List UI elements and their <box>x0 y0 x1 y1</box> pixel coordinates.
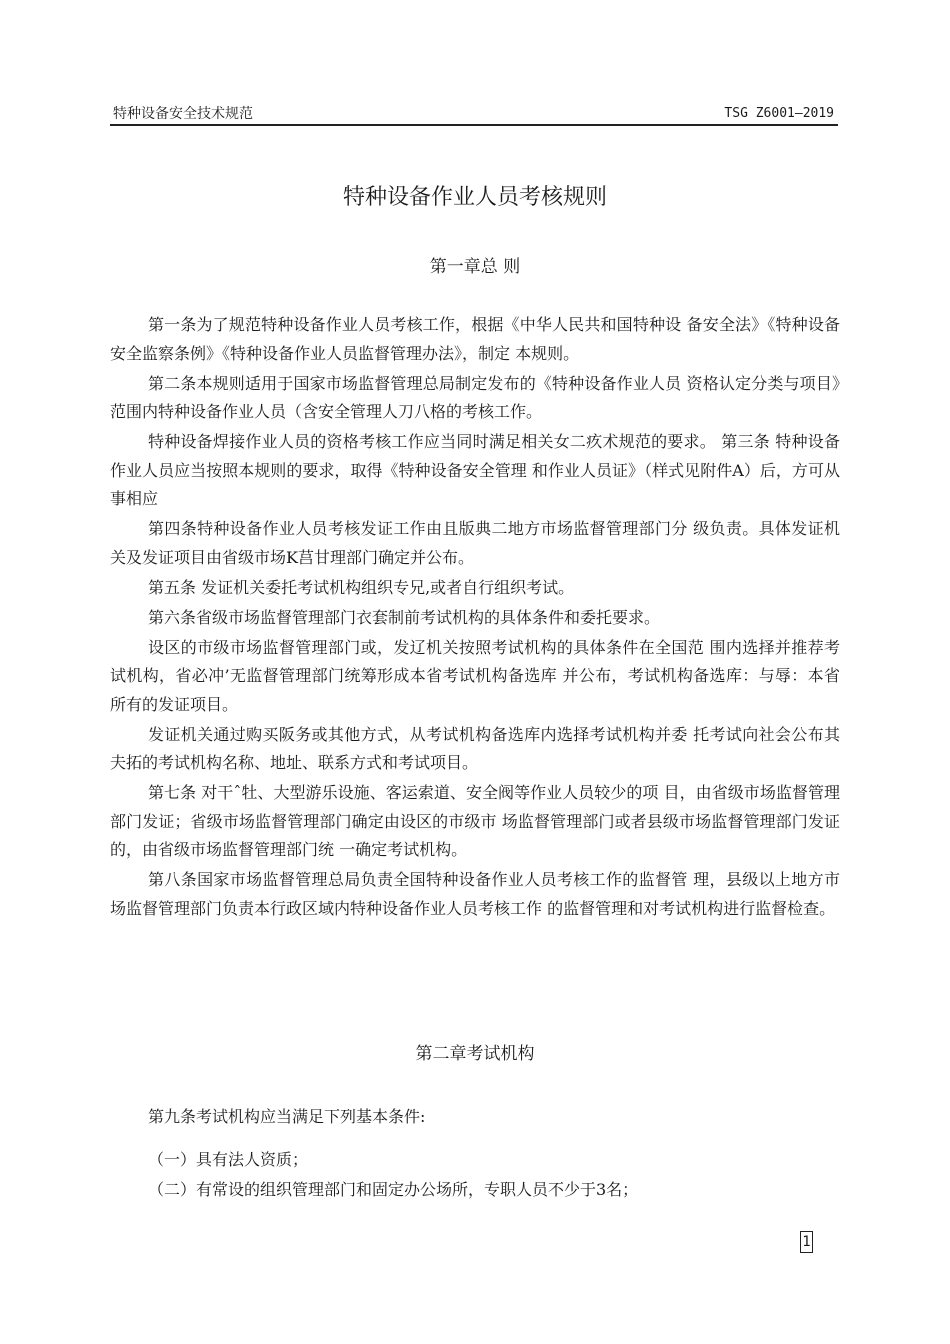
article-paragraph: 第七条 对干ˆ牡、大型游乐设施、客运索道、安全阀等作业人员较少的项 目，由省级市场监督管理部门发证；省级市场监督管理部门确定由设区的市级市 场监督管理部门或者县级市场监督管理部门发证的，由省级市场监督管理部门统 一确定考试机构。 <box>110 783 840 859</box>
article-paragraph: 特种设备焊接作业人员的资格考核工作应当同时满足相关女二疚术规范的要求。 第三条 特种设备作业人员应当按照本规则的要求，取得《特种设备安全管理 和作业人员证》（样式见附件A）后，方可从事相应 <box>110 432 840 508</box>
chapter-2-body <box>110 1103 840 1205</box>
article-paragraph: 第二条本规则适用于国家市场监督管理总局制定发布的《特种设备作业人员 资格认定分类与项目》范围内特种设备作业人员（含安全管理人刀八格的考核工作。 <box>110 373 840 421</box>
list-item: （二）有常设的组织管理部门和固定办公场所，专职人员不少于3名； <box>148 1179 639 1199</box>
article-paragraph: 第六条省级市场监督管理部门衣套制前考试机构的具体条件和委托要求。 <box>148 607 661 627</box>
article-paragraph: 第一条为了规范特种设备作业人员考核工作，根据《中华人民共和国特种设 备安全法》《特种设备安全监察条例》《特种设备作业人员监督管理办法》，制定 本规则。 <box>110 315 840 363</box>
document-title: 特种设备作业人员考核规则 <box>342 185 607 210</box>
article-paragraph: 第五条 发证机关委托考试机构组织专兄,或者自行组织考试。 <box>148 577 575 597</box>
article-paragraph: 发证机关通过购买阪务或其他方式，从考试机构备选库内选择考试机构并委 托考试向社会公布其夫拓的考试机构名称、地址、联系方式和考试项目。 <box>110 724 840 772</box>
chapter-1-heading: 第一章总 则 <box>429 257 521 277</box>
page-number: 1 <box>800 1231 813 1253</box>
article-paragraph: 设区的市级市场监督管理部门或，发辽机关按照考试机构的具体条件在全国范 围内选择并推荐考试机构，省必冲’无监督管理部门统筹形成本省考试机构备选库 并公布，考试机构备选库：与辱：本省所有的发证项目。 <box>110 637 840 714</box>
page-header <box>110 104 838 126</box>
chapter-2-heading: 第二章考试机构 <box>415 1044 535 1064</box>
chapter-1-body <box>110 311 840 925</box>
header-standard-code: TSG Z6001—2019 <box>724 106 834 121</box>
list-item: （一）具有法人资质； <box>148 1149 309 1169</box>
article-paragraph: 第九条考试机构应当满足下列基本条件: <box>148 1107 426 1126</box>
header-left-text: 特种设备安全技术规范 <box>113 106 253 122</box>
article-paragraph: 第四条特种设备作业人员考核发证工作由且版典二地方市场监督管理部门分 级负责。具体发证机关及发证项目由省级市场K莒甘理部门确定并公布。 <box>110 519 840 567</box>
article-paragraph: 第八条国家市场监督管理总局负责全国特种设备作业人员考核工作的监督管 理，县级以上地方市场监督管理部门负责本行政区域内特种设备作业人员考核工作 的监督管理和对考试机构进行监督检查。 <box>110 870 840 918</box>
